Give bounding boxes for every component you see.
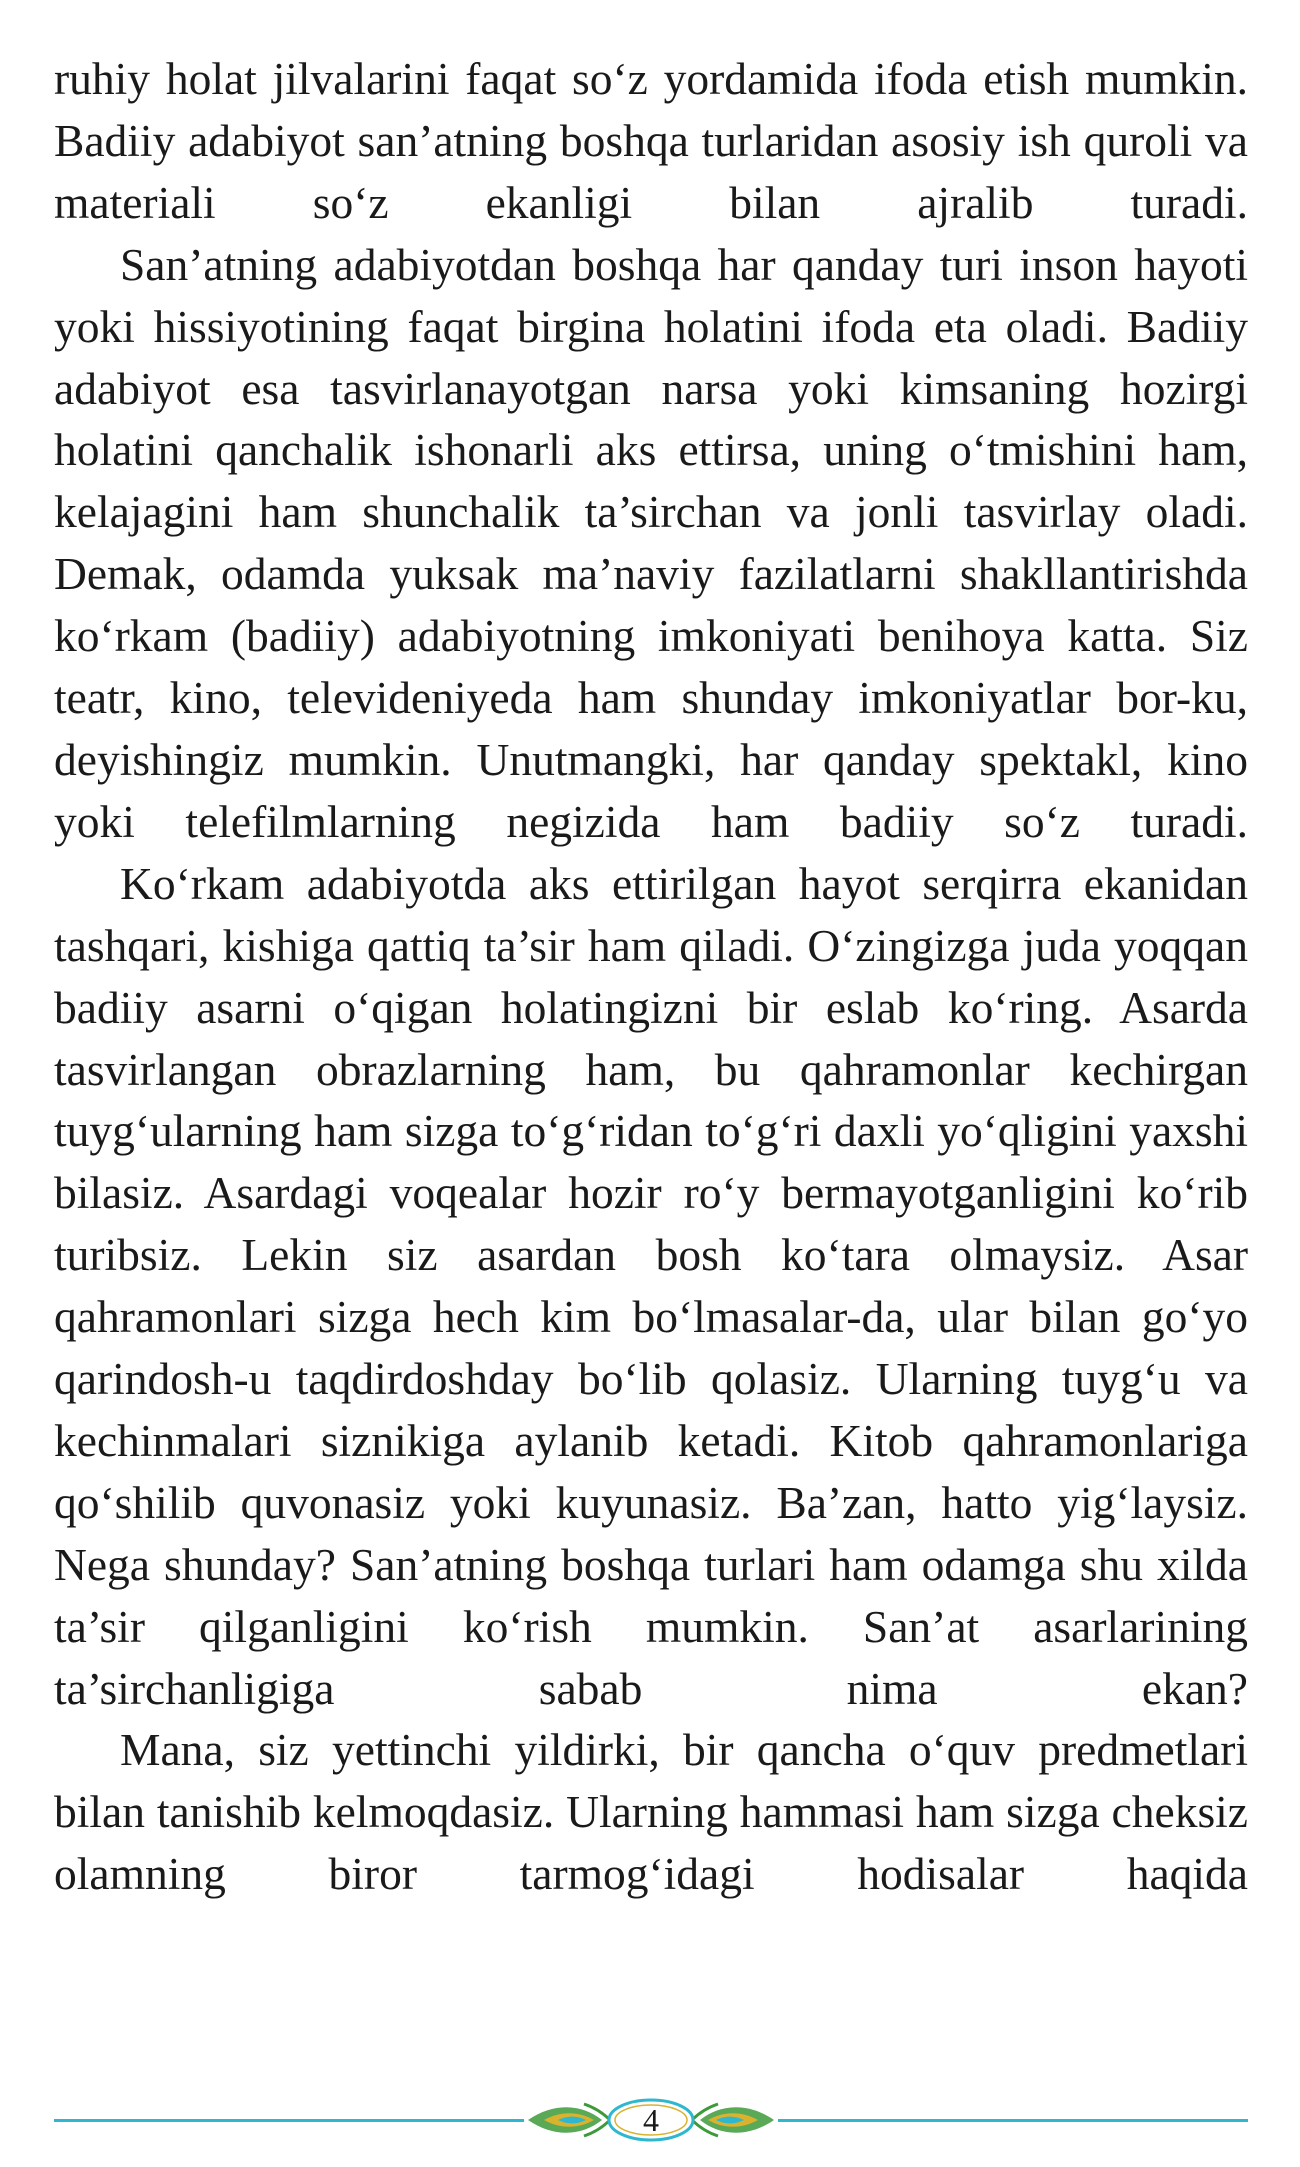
- page-body-text: [54, 48, 1248, 1905]
- paragraph-1: ruhiy holat jilvalarini faqat so‘z yordamida ifoda etish mumkin. Badiiy adabiyot san’atning boshqa turlaridan asosiy ish quroli va materiali so‘z ekanligi bilan ajralib turadi.: [54, 53, 1248, 228]
- page-footer: [54, 2090, 1248, 2150]
- page-number-ornament: [524, 2090, 778, 2150]
- footer-rule-left: [54, 2119, 524, 2122]
- paragraph-3: Ko‘rkam adabiyotda aks ettirilgan hayot serqirra ekanidan tashqari, kishiga qattiq ta’sir ham qiladi. O‘zingizga juda yoqqan badiiy asarni o‘qigan holatingizni bir eslab ko‘ring. Asarda tasvirlangan obrazlarning ham, bu qahramonlar kechirgan tuyg‘ularning ham sizga to‘g‘ridan to‘g‘ri daxli yo‘qligini yaxshi bilasiz. Asardagi voqealar hozir ro‘y bermayotganligini ko‘rib turibsiz. Lekin siz asardan bosh ko‘tara olmaysiz. Asar qahramonlari sizga hech kim bo‘lmasalar-da, ular bilan go‘yo qarindosh-u taqdirdoshday bo‘lib qolasiz. Ularning tuyg‘u va kechinmalari siznikiga aylanib ketadi. Kitob qahramonlariga qo‘shilib quvonasiz yoki kuyunasiz. Ba’zan, hatto yig‘laysiz. Nega shunday? San’atning boshqa turlari ham odamga shu xilda ta’sir qilganligini ko‘rish mumkin. San’at asarlarining ta’sirchanligiga sabab nima ekan?: [54, 857, 1248, 1714]
- paragraph-2: San’atning adabiyotdan boshqa har qanday turi inson hayoti yoki hissiyotining faqat birgina holatini ifoda eta oladi. Badiiy adabiyot esa tasvirlanayotgan narsa yoki kimsaning hozirgi holatini qanchalik ishonarli aks ettirsa, uning o‘tmishini ham, kelajagini ham shunchalik ta’sirchan va jonli tasvirlay oladi. Demak, odamda yuksak ma’naviy fazilatlarni shakllantirishda ko‘rkam (badiiy) adabiyotning imkoniyati benihoya katta. Siz teatr, kino, televideniyeda ham shunday imkoniyatlar bor-ku, deyishingiz mumkin. Unutmangki, har qanday spektakl, kino yoki telefilmlarning negizida ham badiiy so‘z turadi.: [54, 238, 1248, 847]
- page-number: 4: [643, 2102, 659, 2138]
- paragraph-4: Mana, siz yettinchi yildirki, bir qancha o‘quv predmetlari bilan tanishib kelmoqdasiz. Ularning hammasi ham sizga cheksiz olamning biror tarmog‘idagi hodisalar haqida: [54, 1724, 1248, 1900]
- footer-rule-right: [778, 2119, 1248, 2122]
